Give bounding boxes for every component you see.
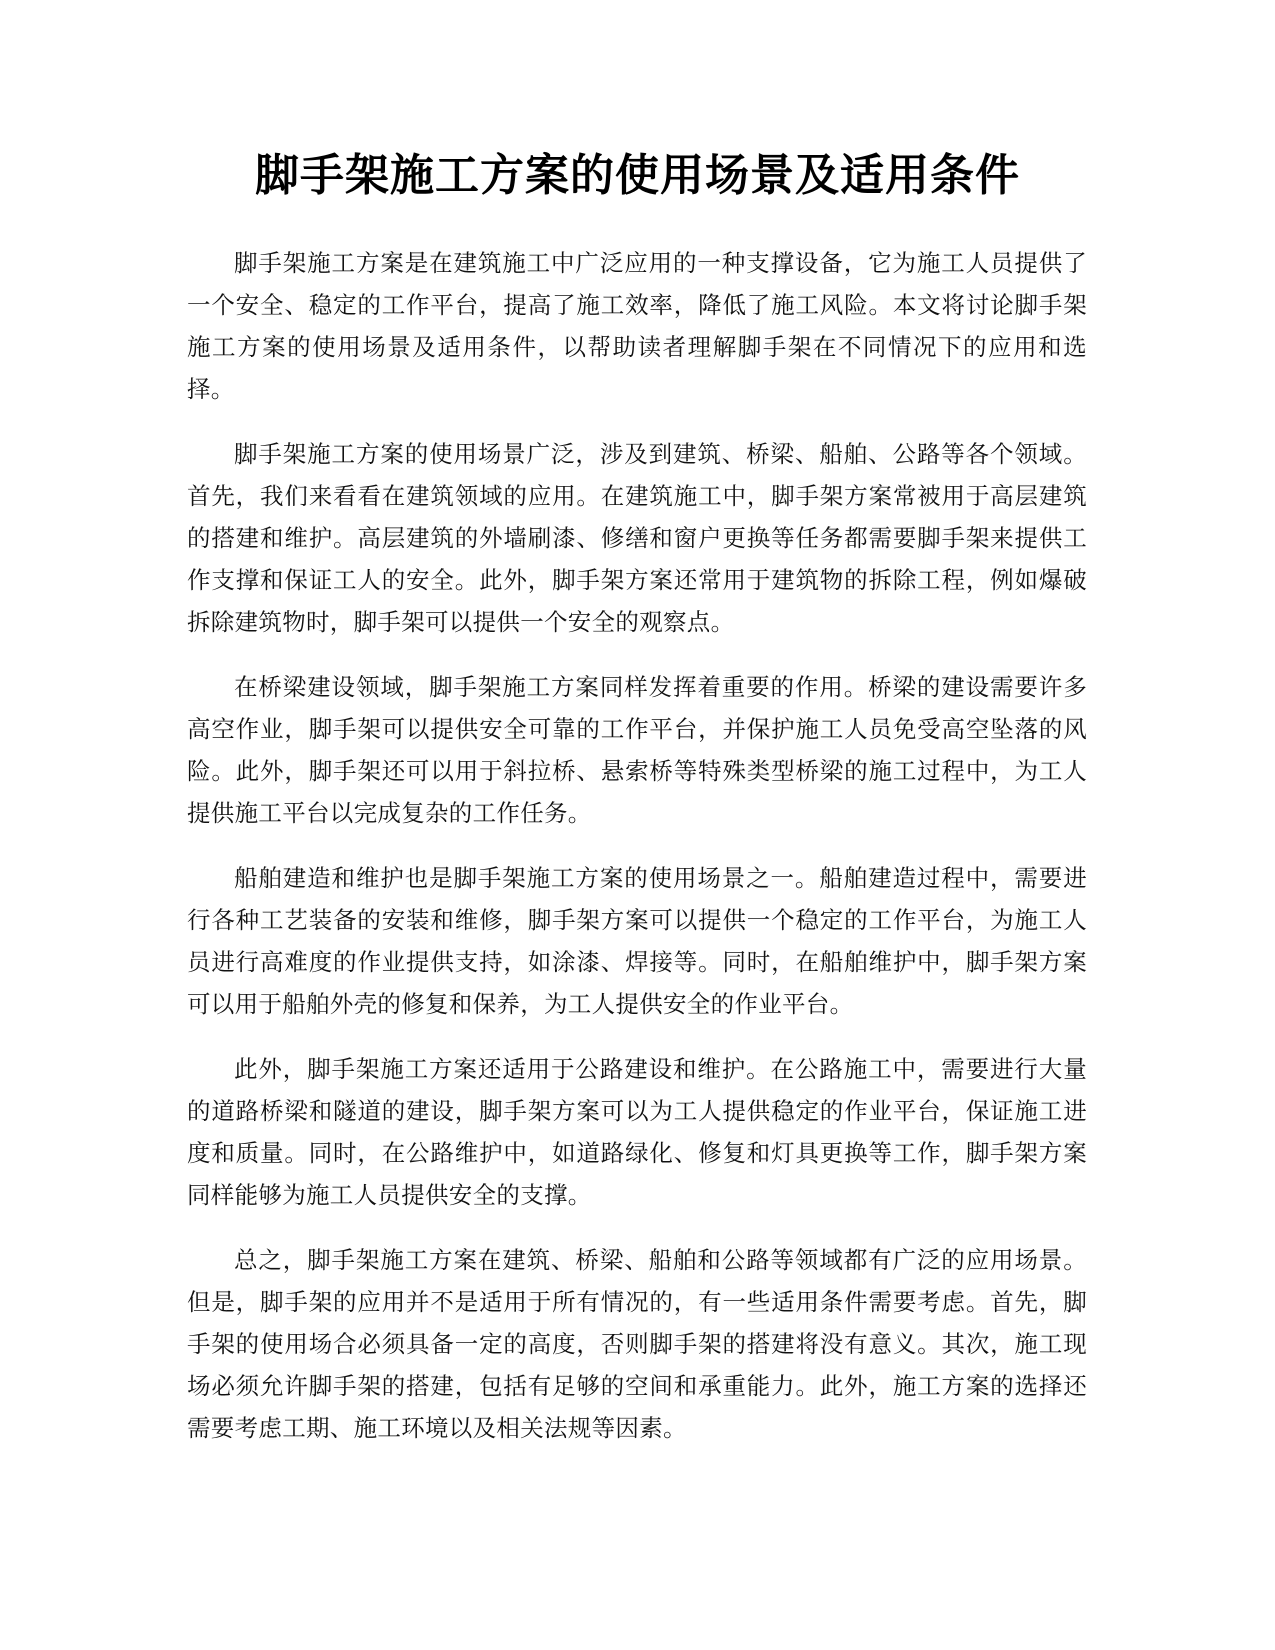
paragraph-bridge: 在桥梁建设领域，脚手架施工方案同样发挥着重要的作用。桥梁的建设需要许多高空作业，脚手架可以提供安全可靠的工作平台，并保护施工人员免受高空坠落的风险。此外，脚手架还可以用于斜拉桥、悬索桥等特殊类型桥梁的施工过程中，为工人提供施工平台以完成复杂的工作任务。	[187, 673, 1087, 827]
paragraph-ship: 船舶建造和维护也是脚手架施工方案的使用场景之一。船舶建造过程中，需要进行各种工艺装备的安装和维修，脚手架方案可以提供一个稳定的工作平台，为施工人员进行高难度的作业提供支持，如涂漆、焊接等。同时，在船舶维护中，脚手架方案可以用于船舶外壳的修复和保养，为工人提供安全的作业平台。	[187, 864, 1087, 1018]
paragraph-road: 此外，脚手架施工方案还适用于公路建设和维护。在公路施工中，需要进行大量的道路桥梁和隧道的建设，脚手架方案可以为工人提供稳定的作业平台，保证施工进度和质量。同时，在公路维护中，如道路绿化、修复和灯具更换等工作，脚手架方案同样能够为施工人员提供安全的支撑。	[187, 1055, 1087, 1209]
document-title: 脚手架施工方案的使用场景及适用条件	[255, 150, 1020, 201]
paragraph-intro: 脚手架施工方案是在建筑施工中广泛应用的一种支撑设备，它为施工人员提供了一个安全、稳定的工作平台，提高了施工效率，降低了施工风险。本文将讨论脚手架施工方案的使用场景及适用条件，以帮助读者理解脚手架在不同情况下的应用和选择。	[187, 249, 1087, 403]
paragraph-building: 脚手架施工方案的使用场景广泛，涉及到建筑、桥梁、船舶、公路等各个领域。首先，我们来看看在建筑领域的应用。在建筑施工中，脚手架方案常被用于高层建筑的搭建和维护。高层建筑的外墙刷漆、修缮和窗户更换等任务都需要脚手架来提供工作支撑和保证工人的安全。此外，脚手架方案还常用于建筑物的拆除工程，例如爆破拆除建筑物时，脚手架可以提供一个安全的观察点。	[187, 440, 1087, 636]
paragraph-conclusion: 总之，脚手架施工方案在建筑、桥梁、船舶和公路等领域都有广泛的应用场景。但是，脚手架的应用并不是适用于所有情况的，有一些适用条件需要考虑。首先，脚手架的使用场合必须具备一定的高度，否则脚手架的搭建将没有意义。其次，施工现场必须允许脚手架的搭建，包括有足够的空间和承重能力。此外，施工方案的选择还需要考虑工期、施工环境以及相关法规等因素。	[187, 1246, 1087, 1442]
document-body	[187, 242, 1087, 1472]
